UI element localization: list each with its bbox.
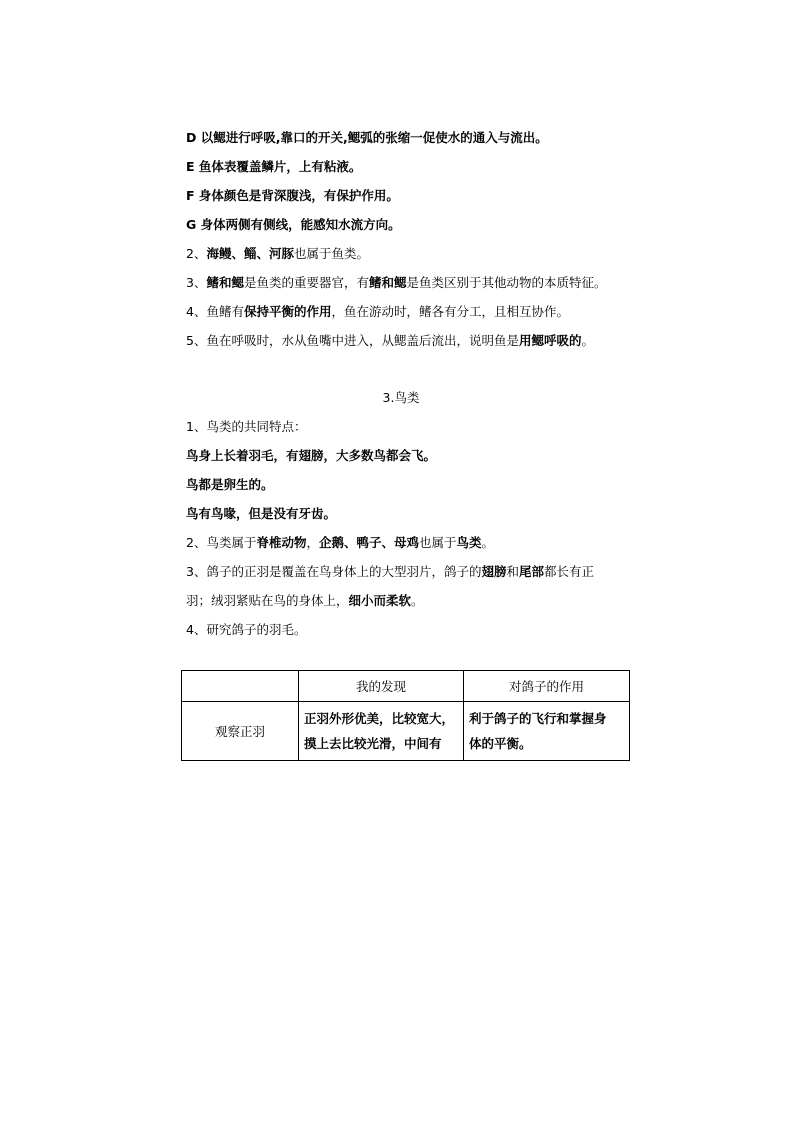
finding-line-1: 正羽外形优美，比较宽大， [304,711,455,726]
table-header-row [182,671,630,702]
table-row [182,702,630,761]
section-title-birds: 3.鸟类 [382,390,420,405]
plain-text: 都长有正 [544,564,595,579]
plain-text: 。 [581,333,594,348]
fish-feature-d: D 以鳃进行呼吸,靠口的开关,鳃弧的张缩一促使水的通入与流出。 [186,130,548,145]
finding-line-2: 摸上去比较光滑，中间有 [304,736,442,751]
document-body [186,128,616,649]
item-number: 2、 [186,246,207,261]
birds-feature-3: 鸟有鸟喙，但是没有牙齿。 [186,506,337,521]
plain-text: 3、鸽子的正羽是覆盖在鸟身体上的大型羽片，鸽子的 [186,564,482,579]
row-label: 观察正羽 [182,702,299,761]
plain-text: ， [306,535,319,550]
effect-cell [464,702,630,761]
plain-text: 。 [481,535,495,550]
effect-line-2: 体的平衡。 [469,736,532,751]
emphasis-text: 用鳃呼吸的 [518,333,582,348]
emphasis-text: 脊椎动物 [256,535,307,550]
birds-item-3-line-2 [186,591,616,610]
emphasis-text: 鸟类 [456,535,482,550]
plain-text: 。 [411,593,424,608]
emphasis-text: 尾部 [519,564,545,579]
plain-text: 羽；绒羽紧贴在鸟的身体上， [186,593,349,608]
plain-text: 也属于鱼类。 [293,246,369,261]
finding-cell [299,702,464,761]
birds-item-4: 4、研究鸽子的羽毛。 [186,622,307,637]
plain-text: 是鱼类区别于其他动物的本质特征。 [406,275,607,290]
emphasis-text: 细小而柔软 [348,593,412,608]
birds-item-1: 1、鸟类的共同特点： [186,419,307,434]
emphasis-text: 翅膀 [481,564,507,579]
emphasis-text: 鳍和鳃 [206,275,244,290]
birds-feature-1: 鸟身上长着羽毛，有翅膀，大多数鸟都会飞。 [186,448,437,463]
fish-item-5 [186,331,616,350]
item-number: 3、 [186,275,207,290]
table-header-cell: 对鸽子的作用 [464,671,630,702]
fish-item-2 [186,244,616,263]
table-header-cell: 我的发现 [299,671,464,702]
fish-feature-f: F 身体颜色是背深腹浅，有保护作用。 [186,188,399,203]
emphasis-text: 鳍和鳃 [368,275,407,290]
plain-text: 4、鱼鳍有 [186,304,244,319]
plain-text: 也属于 [419,535,457,550]
birds-item-3-line-1 [186,562,616,581]
fish-item-3 [186,273,616,292]
emphasis-text: 企鹅、鸭子、母鸡 [318,535,419,550]
plain-text: 和 [506,564,519,579]
fish-item-4 [186,302,616,321]
birds-feature-2: 鸟都是卵生的。 [186,477,274,492]
feather-study-table [181,670,630,761]
plain-text: 5、鱼在呼吸时，水从鱼嘴中进入，从鳃盖后流出，说明鱼是 [186,333,519,348]
birds-item-2 [186,533,616,552]
table-header-cell [182,671,299,702]
plain-text: 2、鸟类属于 [186,535,257,550]
fish-feature-g: G 身体两侧有侧线，能感知水流方向。 [186,217,401,232]
emphasis-text: 海鳗、鲻、河豚 [206,246,294,261]
plain-text: 是鱼类的重要器官，有 [243,275,369,290]
plain-text: ，鱼在游动时，鳍各有分工，且相互协作。 [331,304,569,319]
fish-feature-e: E 鱼体表覆盖鳞片，上有粘液。 [186,159,362,174]
effect-line-1: 利于鸽子的飞行和掌握身 [469,711,607,726]
emphasis-text: 保持平衡的作用 [243,304,332,319]
